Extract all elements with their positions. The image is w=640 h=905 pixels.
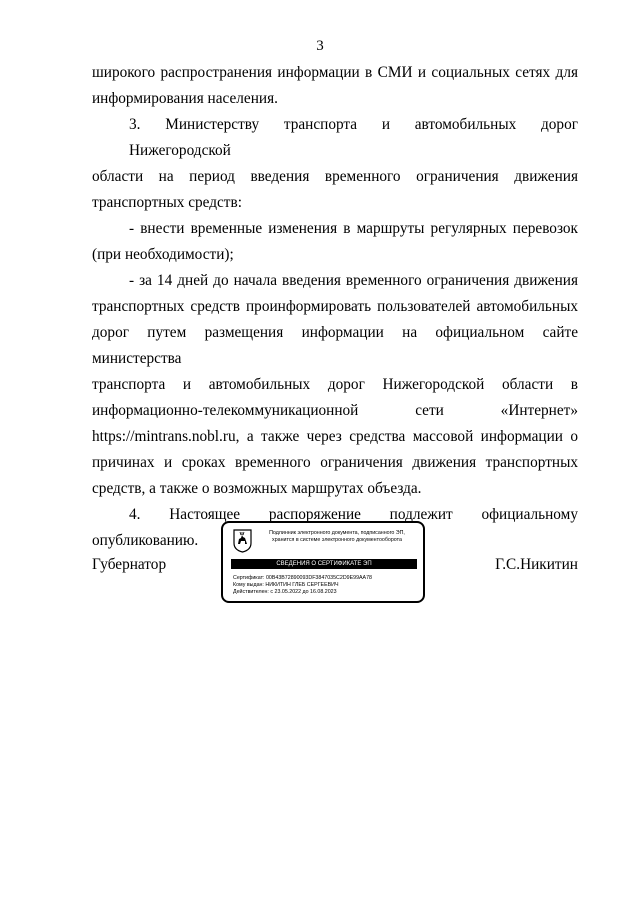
- stamp-details: [233, 575, 372, 596]
- page-number: 3: [316, 38, 324, 54]
- electronic-signature-stamp: [221, 521, 425, 603]
- paragraph-1: [92, 60, 578, 112]
- stamp-header-line: Подлинник электронного документа, подписанного ЭП,: [269, 530, 405, 536]
- stamp-title-bar: СВЕДЕНИЯ О СЕРТИФИКАТЕ ЭП: [231, 559, 417, 569]
- text-line: 3. Министерству транспорта и автомобильных дорог Нижегородской: [129, 116, 578, 159]
- text-line: информирования населения.: [92, 90, 278, 107]
- paragraph-3: [92, 216, 578, 268]
- paragraph-2: [92, 112, 578, 216]
- text-line: https://mintrans.nobl.ru, а также через средства массовой информации о: [92, 428, 578, 445]
- text-line: - внести временные изменения в маршруты регулярных перевозок: [129, 220, 578, 237]
- text-line: дорог путем размещения информации на официальном сайте министерства: [92, 324, 578, 367]
- issued-to-label: Кому выдан:: [233, 582, 264, 588]
- stamp-header-line: хранится в системе электронного документооборота: [272, 537, 402, 543]
- document-body: [92, 60, 578, 554]
- issued-to-row: [233, 582, 372, 589]
- text-line: средств, а также о возможных маршрутах объезда.: [92, 480, 422, 497]
- text-line: транспортных средств проинформировать пользователей автомобильных: [92, 298, 578, 315]
- text-line: опубликованию.: [92, 532, 199, 549]
- signer-name: Г.С.Никитин: [495, 556, 578, 573]
- text-line: транспортных средств:: [92, 194, 242, 211]
- signer-title: Губернатор: [92, 556, 167, 573]
- validity-label: Действителен:: [233, 589, 269, 595]
- text-line: транспорта и автомобильных дорог Нижегородской области в: [92, 376, 578, 393]
- text-line: информационно-телекоммуникационной сети «Интернет»: [92, 402, 578, 419]
- paragraph-4: [92, 268, 578, 502]
- issued-to-value: НИКИТИН ГЛЕБ СЕРГЕЕВИЧ: [265, 582, 339, 588]
- text-line: - за 14 дней до начала введения временного ограничения движения: [129, 272, 578, 289]
- text-line: (при необходимости);: [92, 246, 234, 263]
- certificate-row: [233, 575, 372, 582]
- certificate-label: Сертификат:: [233, 575, 265, 581]
- text-line: области на период введения временного ограничения движения: [92, 168, 578, 185]
- validity-row: [233, 589, 372, 596]
- certificate-value: 00B43B72890093DF3847035C2D9E99AA78: [265, 575, 372, 581]
- stamp-header: [257, 530, 417, 544]
- validity-value: с 23.05.2022 до 16.08.2023: [270, 589, 337, 595]
- text-line: 4. Настоящее распоряжение подлежит официальному: [129, 506, 578, 523]
- text-line: широкого распространения информации в СМИ и социальных сетях для: [92, 64, 578, 81]
- text-line: причинах и сроках временного ограничения движения транспортных: [92, 454, 578, 471]
- nizhny-novgorod-deer-emblem-icon: [233, 529, 252, 553]
